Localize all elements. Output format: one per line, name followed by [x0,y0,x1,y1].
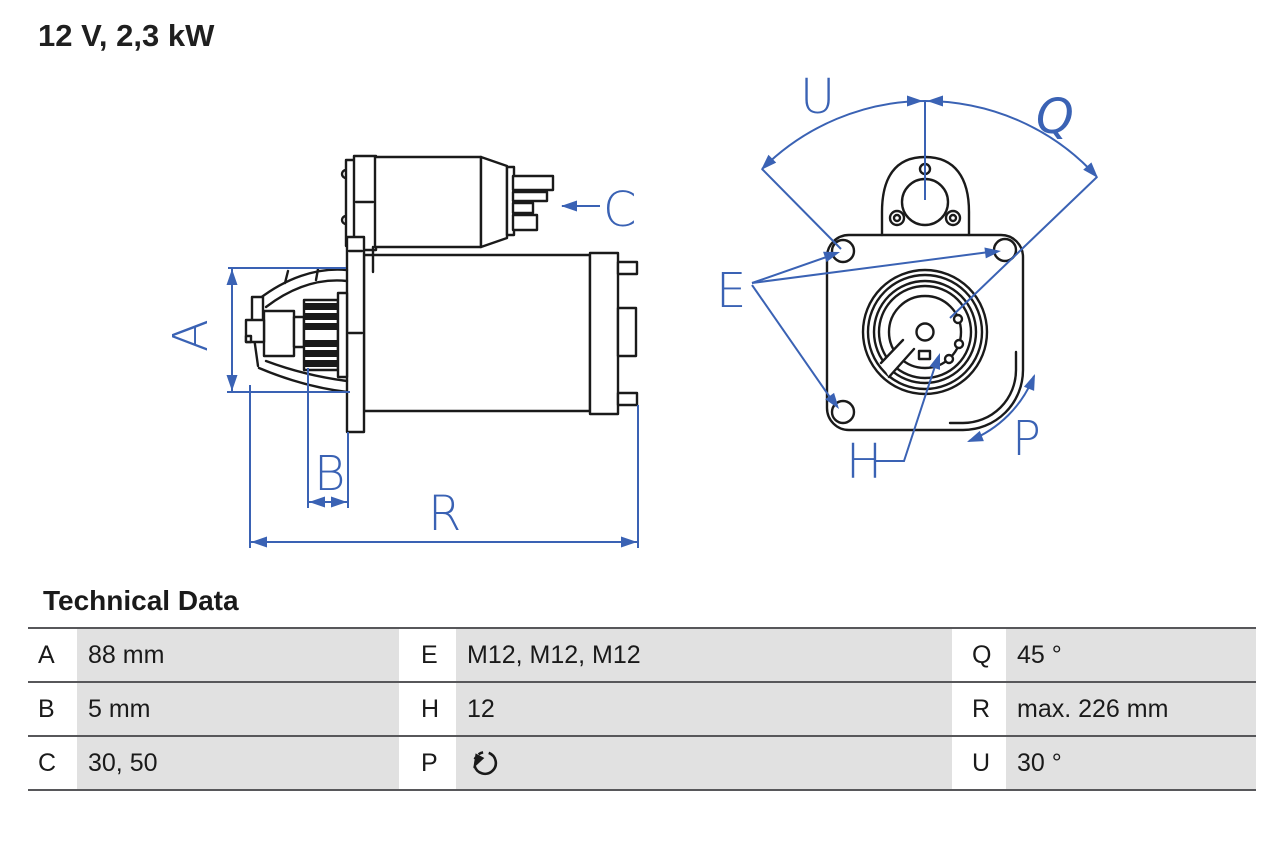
table-value: M12, M12, M12 [456,629,952,681]
dimension-label-c: C [603,182,637,238]
technical-data-section [28,585,1256,791]
side-view-drawing [246,156,637,432]
table-key: Q [952,629,1006,681]
rotation-direction-icon [467,748,503,778]
table-key: B [28,683,77,735]
dimension-label-h: H [846,434,883,490]
table-key: A [28,629,77,681]
dimension-label-q: Q [1036,89,1074,145]
technical-data-heading: Technical Data [43,585,239,616]
table-value: 30, 50 [77,737,399,789]
table-row [28,683,1256,737]
table-key: H [399,683,456,735]
table-key: C [28,737,77,789]
table-row [28,629,1256,683]
dimension-label-r: R [428,486,462,542]
table-value: 12 [456,683,952,735]
dimension-label-u: U [800,69,836,125]
dimension-label-b: B [314,446,346,502]
table-row [28,737,1256,791]
table-key: U [952,737,1006,789]
table-value: 30 ° [1006,737,1256,789]
table-value: 45 ° [1006,629,1256,681]
page-title: 12 V, 2,3 kW [38,18,215,53]
table-value-icon-cell [456,737,952,789]
table-value: max. 226 mm [1006,683,1256,735]
dimension-label-e: E [716,263,747,319]
technical-data-table [28,627,1256,791]
table-key: R [952,683,1006,735]
table-key: E [399,629,456,681]
table-key: P [399,737,456,789]
table-value: 88 mm [77,629,399,681]
dimension-label-a: A [163,319,219,352]
dimension-label-p: P [1012,411,1041,467]
table-value: 5 mm [77,683,399,735]
